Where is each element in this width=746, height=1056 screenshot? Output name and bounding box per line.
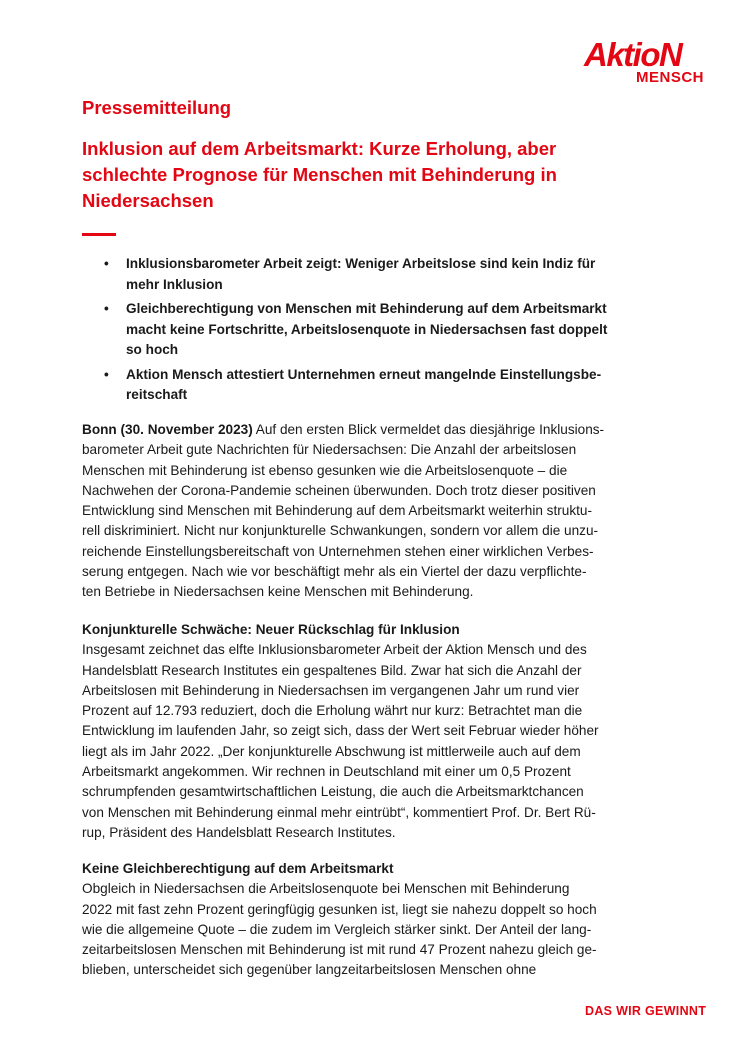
section-gleichberechtigung — [82, 859, 597, 981]
paragraph-line: Handelsblatt Research Institutes ein gespaltenes Bild. Zwar hat sich die Anzahl der — [82, 662, 582, 678]
paragraph-line: rup, Präsident des Handelsblatt Research Institutes. — [82, 824, 396, 840]
footer-slogan: DAS WIR GEWINNT — [585, 1004, 707, 1018]
logo-subline: MENSCH — [636, 69, 705, 86]
paragraph-line: Arbeitslosen mit Behinderung in Niedersachsen im vergangenen Jahr um rund vier — [82, 682, 580, 698]
paragraph-line: von Menschen mit Behinderung einmal mehr eintrübt“, kommentiert Prof. Dr. Bert Rü- — [82, 804, 596, 820]
section-heading: Keine Gleichberechtigung auf dem Arbeitsmarkt — [82, 861, 394, 876]
title-line: Inklusion auf dem Arbeitsmarkt: Kurze Erholung, aber — [82, 138, 557, 159]
paragraph-line: liegt als im Jahr 2022. „Der konjunkturelle Abschwung ist mittlerweile auch auf dem — [82, 743, 581, 759]
bullet-line: • Gleichberechtigung von Menschen mit Behinderung auf dem Arbeitsmarkt — [126, 301, 607, 316]
paragraph-line: wie die allgemeine Quote – die zudem im Vergleich stärker sinkt. Der Anteil der lang- — [82, 921, 592, 937]
document-type: Pressemitteilung — [82, 97, 232, 118]
paragraph-line: Prozent auf 12.793 reduziert, doch die Erholung währt nur kurz: Betrachtet man die — [82, 703, 583, 719]
section-konjunktur — [82, 620, 599, 843]
title-line: Niedersachsen — [82, 190, 214, 211]
bullet-line: macht keine Fortschritte, Arbeitslosenquote in Niedersachsen fast doppelt — [126, 321, 608, 337]
paragraph-line: Insgesamt zeichnet das elfte Inklusionsbarometer Arbeit der Aktion Mensch und des — [82, 642, 587, 658]
paragraph-line: Arbeitsmarkt angekommen. Wir rechnen in Deutschland mit einer um 0,5 Prozent — [82, 764, 571, 780]
bullet-line: reitschaft — [126, 387, 188, 402]
paragraph-line: Menschen mit Behinderung ist ebenso gesunken wie die Arbeitslosenquote – die — [82, 462, 568, 478]
paragraph-line: barometer Arbeit gute Nachrichten für Niedersachsen: Die Anzahl der arbeitslosen — [82, 442, 577, 458]
summary-bullets — [104, 254, 607, 410]
paragraph-line: schrumpfenden gesamtwirtschaftlichen Leistung, die auch die Arbeitsmarktchancen — [82, 784, 584, 800]
dateline: Bonn (30. November 2023) — [82, 422, 253, 437]
paragraph-line: Nachwehen der Corona-Pandemie scheinen überwunden. Doch trotz dieser positiven — [82, 482, 596, 498]
paragraph-line: rell diskriminiert. Nicht nur konjunkturelle Schwankungen, sondern vor allem die unzu- — [82, 523, 599, 539]
bullet-item — [104, 254, 607, 295]
paragraph-line: 2022 mit fast zehn Prozent geringfügig gesunken ist, liegt sie nahezu doppelt so hoch — [82, 901, 597, 917]
intro-paragraph — [82, 420, 604, 603]
paragraph-line: Auf den ersten Blick vermeldet das diesjährige Inklusions- — [252, 422, 605, 437]
bullet-item — [104, 299, 607, 361]
accent-divider — [82, 233, 116, 236]
paragraph-line: reichende Einstellungsbereitschaft von Unternehmen stehen einer wirklichen Verbes- — [82, 543, 594, 559]
page-title — [82, 136, 557, 214]
bullet-line: • Inklusionsbarometer Arbeit zeigt: Weniger Arbeitslose sind kein Indiz für — [126, 256, 596, 271]
paragraph-line: blieben, unterscheidet sich gegenüber langzeitarbeitslosen Menschen ohne — [82, 962, 537, 978]
section-heading: Konjunkturelle Schwäche: Neuer Rückschlag für Inklusion — [82, 622, 460, 637]
paragraph-line: ten Betriebe in Niedersachsen keine Menschen mit Behinderung. — [82, 584, 474, 600]
paragraph-line: serung entgegen. Nach wie vor beschäftigt mehr als ein Viertel der dazu verpflichte- — [82, 564, 587, 580]
logo-wordmark: AktioN — [584, 36, 682, 73]
aktion-mensch-logo — [584, 38, 710, 90]
paragraph-line: Entwicklung im laufenden Jahr, so zeigt sich, dass der Wert seit Februar wieder höher — [82, 723, 599, 739]
paragraph-line: Entwicklung sind Menschen mit Behinderung auf dem Arbeitsmarkt weiterhin struktu- — [82, 503, 593, 519]
bullet-line: mehr Inklusion — [126, 276, 223, 292]
title-line: schlechte Prognose für Menschen mit Behinderung in — [82, 164, 557, 185]
bullet-line: • Aktion Mensch attestiert Unternehmen erneut mangelnde Einstellungsbe- — [126, 366, 602, 382]
bullet-item — [104, 365, 607, 406]
paragraph-line: Obgleich in Niedersachsen die Arbeitslosenquote bei Menschen mit Behinderung — [82, 881, 570, 897]
bullet-line: so hoch — [126, 342, 179, 357]
paragraph-line: zeitarbeitslosen Menschen mit Behinderung ist mit rund 47 Prozent nahezu gleich ge- — [82, 942, 597, 958]
